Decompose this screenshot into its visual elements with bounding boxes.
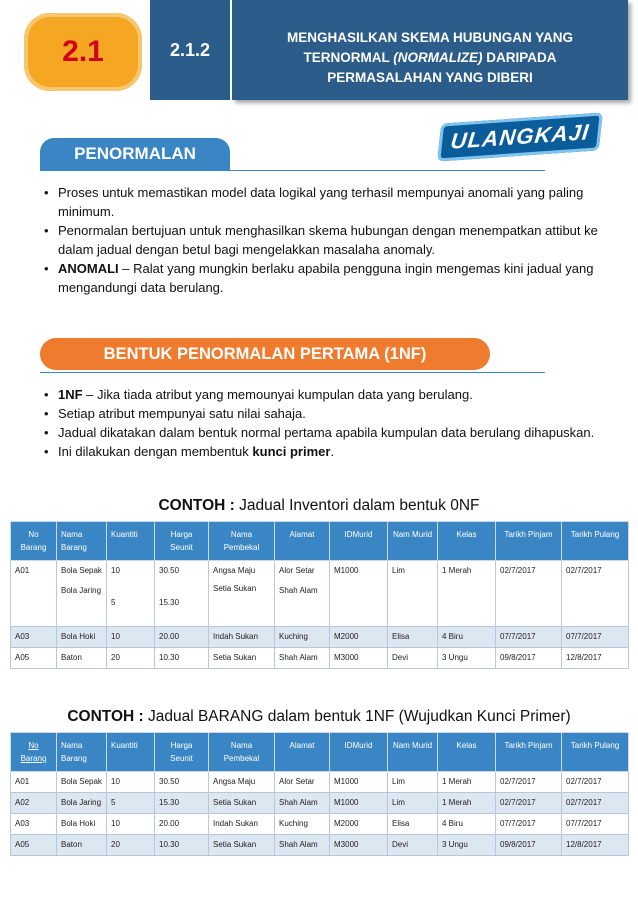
table-cell: 3 Ungu — [438, 648, 496, 669]
bullet: • Ini dilakukan dengan membentuk kunci primer. — [40, 442, 600, 461]
bullet: • Penormalan bertujuan untuk menghasilkan skema hubungan dengan menempatkan attibut ke dalam jadual dengan betul bagi mengelakkan masalaha anomaly. — [40, 221, 600, 259]
barang-table-1nf — [10, 732, 629, 856]
table-cell: Indah Sukan — [209, 814, 275, 835]
table-cell: 02/7/2017 — [562, 793, 629, 814]
table-cell: A05 — [11, 835, 57, 856]
table-cell: Shah Alam — [275, 793, 330, 814]
table-cell: 02/7/2017 — [562, 561, 629, 627]
bullet: • ANOMALI – Ralat yang mungkin berlaku apabila pengguna ingin mengemas kini jadual yang mengandungi data berulang. — [40, 259, 600, 297]
col-header: IDMurid — [330, 733, 388, 772]
table-cell: Devi — [388, 835, 438, 856]
table-cell: 10 5 — [107, 561, 155, 627]
section-rule — [40, 372, 545, 373]
col-header: Tarikh Pulang — [562, 522, 629, 561]
table-cell: Bola Hoki — [57, 814, 107, 835]
table-cell: Bola Jaring — [57, 793, 107, 814]
table-cell: 30.50 — [155, 772, 209, 793]
table-cell: A02 — [11, 793, 57, 814]
table-cell: 09/8/2017 — [496, 835, 562, 856]
col-header: No Barang — [11, 522, 57, 561]
table-cell: 20.00 — [155, 814, 209, 835]
table-cell: Devi — [388, 648, 438, 669]
table-row — [11, 793, 629, 814]
table-cell: Kuching — [275, 627, 330, 648]
table-cell: Alor Setar Shah Alam — [275, 561, 330, 627]
table-row — [11, 814, 629, 835]
table-cell: M3000 — [330, 648, 388, 669]
col-header: Nama Pembekal — [209, 733, 275, 772]
section-tab-penormalan: PENORMALAN — [40, 138, 230, 170]
inventory-table-0nf — [10, 521, 629, 669]
table-cell: 12/8/2017 — [562, 835, 629, 856]
table-row — [11, 772, 629, 793]
col-header: Kuantiti — [107, 733, 155, 772]
table-cell: 02/7/2017 — [496, 793, 562, 814]
table-row — [11, 648, 629, 669]
table-cell: A03 — [11, 814, 57, 835]
chapter-number: 2.1 — [62, 35, 104, 68]
col-header: Kelas — [438, 522, 496, 561]
table-cell: 02/7/2017 — [562, 772, 629, 793]
section-rule — [40, 170, 545, 171]
chapter-badge — [24, 13, 142, 91]
table-cell: Lim — [388, 561, 438, 627]
table-cell: Bola Sepak — [57, 772, 107, 793]
col-header: Alamat — [275, 733, 330, 772]
table2-caption: CONTOH : Jadual BARANG dalam bentuk 1NF (Wujudkan Kunci Primer) — [67, 708, 571, 725]
table-cell: Shah Alam — [275, 835, 330, 856]
table-cell: 20 — [107, 835, 155, 856]
table-cell: 07/7/2017 — [496, 814, 562, 835]
table-cell: 1 Merah — [438, 793, 496, 814]
table-cell: M1000 — [330, 772, 388, 793]
section2-bullets — [40, 385, 600, 461]
table-cell: A05 — [11, 648, 57, 669]
bullet: • Setiap atribut mempunyai satu nilai sahaja. — [40, 404, 600, 423]
col-header: Nama Barang — [57, 522, 107, 561]
table-cell: Angsa Maju — [209, 772, 275, 793]
subtopic-number: 2.1.2 — [150, 0, 230, 100]
table-row — [11, 627, 629, 648]
table-cell: 10 — [107, 772, 155, 793]
col-header: Tarikh Pinjam — [496, 522, 562, 561]
table-header-row — [11, 733, 629, 772]
table-cell: 09/8/2017 — [496, 648, 562, 669]
table-cell: Baton — [57, 835, 107, 856]
table-header-row — [11, 522, 629, 561]
page-title: MENGHASILKAN SKEMA HUBUNGAN YANG TERNORMAL (NORMALIZE) DARIPADA PERMASALAHAN YANG DIBERI — [232, 0, 628, 100]
col-header: IDMurid — [330, 522, 388, 561]
table-cell: 10 — [107, 814, 155, 835]
table-cell: Setia Sukan — [209, 835, 275, 856]
bullet: • Jadual dikatakan dalam bentuk normal pertama apabila kumpulan data berulang dihapuskan. — [40, 423, 600, 442]
table-cell: 10 — [107, 627, 155, 648]
table-cell: 15.30 — [155, 793, 209, 814]
table-cell: Elisa — [388, 814, 438, 835]
table-cell: 10.30 — [155, 835, 209, 856]
table-cell: M3000 — [330, 835, 388, 856]
table-cell: 3 Ungu — [438, 835, 496, 856]
page-header — [0, 0, 638, 100]
col-header-primary-key: No Barang — [11, 733, 57, 772]
table-cell: Lim — [388, 793, 438, 814]
table1-caption: CONTOH : Jadual Inventori dalam bentuk 0NF — [158, 497, 480, 514]
bullet: • 1NF – Jika tiada atribut yang memounyai kumpulan data yang berulang. — [40, 385, 600, 404]
table-cell: Baton — [57, 648, 107, 669]
table-cell: Angsa Maju Setia Sukan — [209, 561, 275, 627]
table-cell: M1000 — [330, 793, 388, 814]
table-cell: 07/7/2017 — [496, 627, 562, 648]
col-header: Alamat — [275, 522, 330, 561]
table-cell: 20.00 — [155, 627, 209, 648]
table-cell: Bola Sepak Bola Jaring — [57, 561, 107, 627]
table-cell: M2000 — [330, 814, 388, 835]
table-cell: Elisa — [388, 627, 438, 648]
col-header: Harga Seunit — [155, 522, 209, 561]
table-cell: Indah Sukan — [209, 627, 275, 648]
table-cell: A03 — [11, 627, 57, 648]
table-cell: A01 — [11, 561, 57, 627]
col-header: Kelas — [438, 733, 496, 772]
col-header: Nama Pembekal — [209, 522, 275, 561]
table-cell: M1000 — [330, 561, 388, 627]
table-cell: 1 Merah — [438, 772, 496, 793]
table-cell: Lim — [388, 772, 438, 793]
table-cell: 12/8/2017 — [562, 648, 629, 669]
table-cell: 20 — [107, 648, 155, 669]
table-cell: Alor Setar — [275, 772, 330, 793]
col-header: Kuantiti — [107, 522, 155, 561]
ulangkaji-logo: ULANGKAJI — [437, 112, 603, 161]
table-cell: Setia Sukan — [209, 793, 275, 814]
table-cell: A01 — [11, 772, 57, 793]
table-cell: 07/7/2017 — [562, 814, 629, 835]
table-cell: 10.30 — [155, 648, 209, 669]
table-cell: 4 Biru — [438, 814, 496, 835]
col-header: Tarikh Pulang — [562, 733, 629, 772]
table-cell: Setia Sukan — [209, 648, 275, 669]
table-cell: 02/7/2017 — [496, 561, 562, 627]
table-cell: Shah Alam — [275, 648, 330, 669]
col-header: Harga Seunit — [155, 733, 209, 772]
section-tab-1nf: BENTUK PENORMALAN PERTAMA (1NF) — [40, 338, 490, 370]
col-header: Tarikh Pinjam — [496, 733, 562, 772]
col-header: Nam Murid — [388, 733, 438, 772]
table-cell: Bola Hoki — [57, 627, 107, 648]
col-header: Nama Barang — [57, 733, 107, 772]
col-header: Nam Murid — [388, 522, 438, 561]
table-row — [11, 835, 629, 856]
table-cell: M2000 — [330, 627, 388, 648]
bullet: • Proses untuk memastikan model data logikal yang terhasil mempunyai anomali yang paling minimum. — [40, 183, 600, 221]
table-row — [11, 561, 629, 627]
table-cell: Kuching — [275, 814, 330, 835]
table-cell: 02/7/2017 — [496, 772, 562, 793]
table-cell: 5 — [107, 793, 155, 814]
table-cell: 4 Biru — [438, 627, 496, 648]
section1-bullets — [40, 183, 600, 297]
table-cell: 30.50 15.30 — [155, 561, 209, 627]
table-cell: 1 Merah — [438, 561, 496, 627]
table-cell: 07/7/2017 — [562, 627, 629, 648]
